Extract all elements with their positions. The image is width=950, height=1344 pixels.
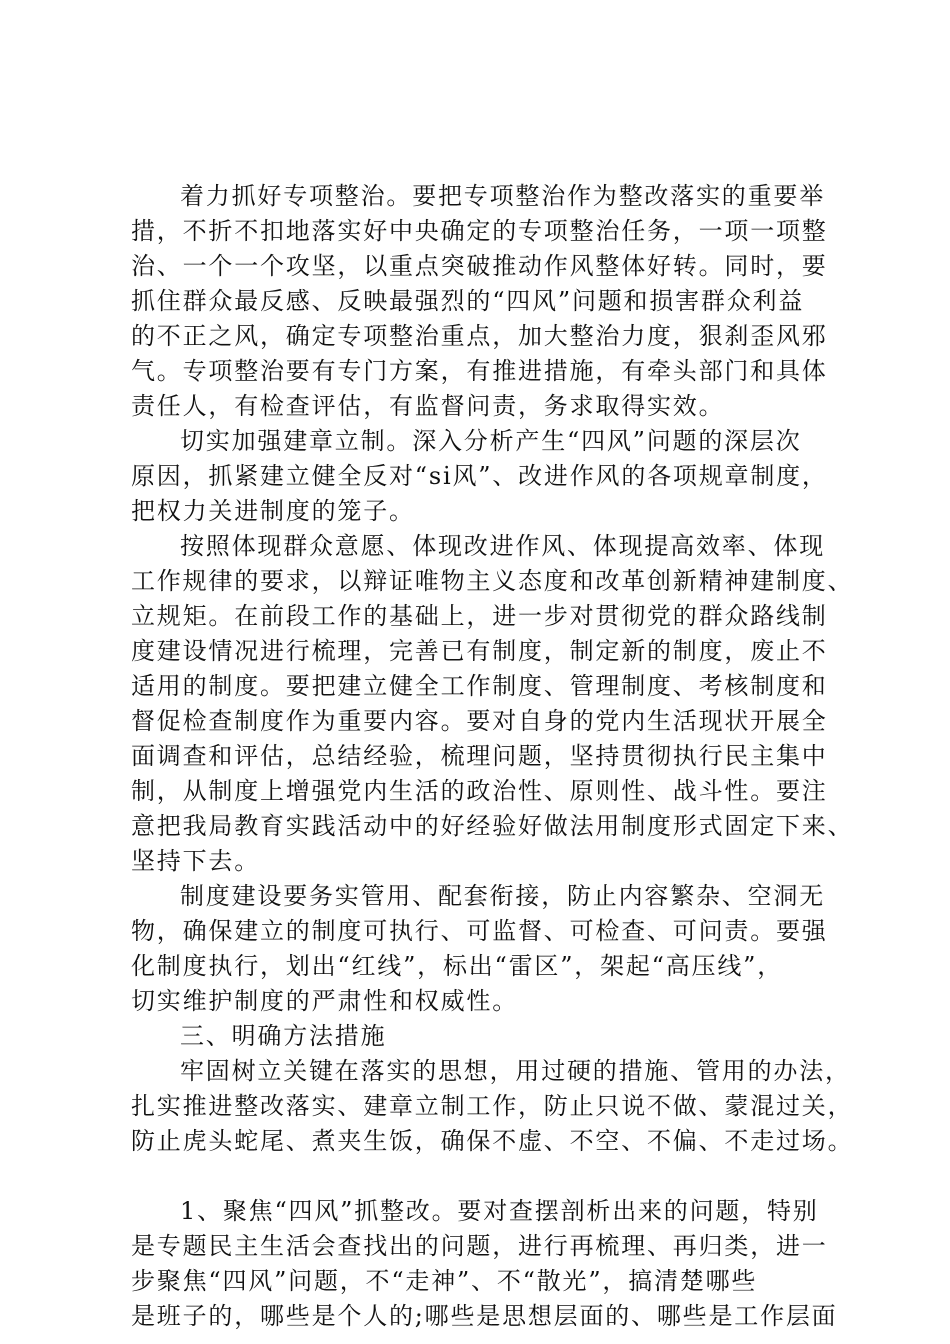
text-line: 工作规律的要求，以辩证唯物主义态度和改革创新精神建制度、 <box>131 567 854 595</box>
text-line: 把权力关进制度的笼子。 <box>131 497 415 525</box>
text-line: 切实加强建章立制。深入分析产生“四风”问题的深层次 <box>180 427 802 455</box>
text-line: 面调查和评估，总结经验，梳理问题，坚持贯彻执行民主集中 <box>131 742 828 770</box>
section-heading: 三、明确方法措施 <box>180 1022 387 1050</box>
text-line: 原因，抓紧建立健全反对“si风”、改进作风的各项规章制度， <box>131 462 828 490</box>
text-line: 制度建设要务实管用、配套衔接，防止内容繁杂、空洞无 <box>180 882 825 910</box>
text-line: 按照体现群众意愿、体现改进作风、体现提高效率、体现 <box>180 532 825 560</box>
text-line: 适用的制度。要把建立健全工作制度、管理制度、考核制度和 <box>131 672 828 700</box>
text-line: 意把我局教育实践活动中的好经验好做法用制度形式固定下来、 <box>131 812 854 840</box>
text-line: 气。专项整治要有专门方案，有推进措施，有牵头部门和具体 <box>131 357 828 385</box>
text-line: 扎实推进整改落实、建章立制工作，防止只说不做、蒙混过关， <box>131 1092 854 1120</box>
text-line: 的不正之风，确定专项整治重点，加大整治力度，狠刹歪风邪 <box>131 322 828 350</box>
text-line: 牢固树立关键在落实的思想，用过硬的措施、管用的办法， <box>180 1057 851 1085</box>
text-line: 切实维护制度的严肃性和权威性。 <box>131 987 518 1015</box>
text-line: 是专题民主生活会查找出的问题，进行再梳理、再归类，进一 <box>131 1232 828 1260</box>
text-line: 1、聚焦“四风”抓整改。要对查摆剖析出来的问题，特别 <box>180 1197 819 1225</box>
text-line: 物，确保建立的制度可执行、可监督、可检查、可问责。要强 <box>131 917 828 945</box>
text-line: 着力抓好专项整治。要把专项整治作为整改落实的重要举 <box>180 182 825 210</box>
text-line: 治、一个一个攻坚，以重点突破推动作风整体好转。同时，要 <box>131 252 828 280</box>
text-line: 制，从制度上增强党内生活的政治性、原则性、战斗性。要注 <box>131 777 828 805</box>
text-line: 坚持下去。 <box>131 847 260 875</box>
text-line: 化制度执行，划出“红线”，标出“雷区”，架起“高压线”， <box>131 952 784 980</box>
text-line: 立规矩。在前段工作的基础上，进一步对贯彻党的群众路线制 <box>131 602 828 630</box>
text-line: 步聚焦“四风”问题，不“走神”、不“散光”，搞清楚哪些 <box>131 1267 758 1295</box>
text-line: 防止虎头蛇尾、煮夹生饭，确保不虚、不空、不偏、不走过场。 <box>131 1127 854 1155</box>
text-line: 责任人，有检查评估，有监督问责，务求取得实效。 <box>131 392 725 420</box>
text-line: 度建设情况进行梳理，完善已有制度，制定新的制度，废止不 <box>131 637 828 665</box>
text-line: 督促检查制度作为重要内容。要对自身的党内生活现状开展全 <box>131 707 828 735</box>
text-line: 措，不折不扣地落实好中央确定的专项整治任务，一项一项整 <box>131 217 828 245</box>
text-line: 是班子的，哪些是个人的;哪些是思想层面的、哪些是工作层面 <box>131 1302 838 1330</box>
text-line: 抓住群众最反感、反映最强烈的“四风”问题和损害群众利益 <box>131 287 805 315</box>
